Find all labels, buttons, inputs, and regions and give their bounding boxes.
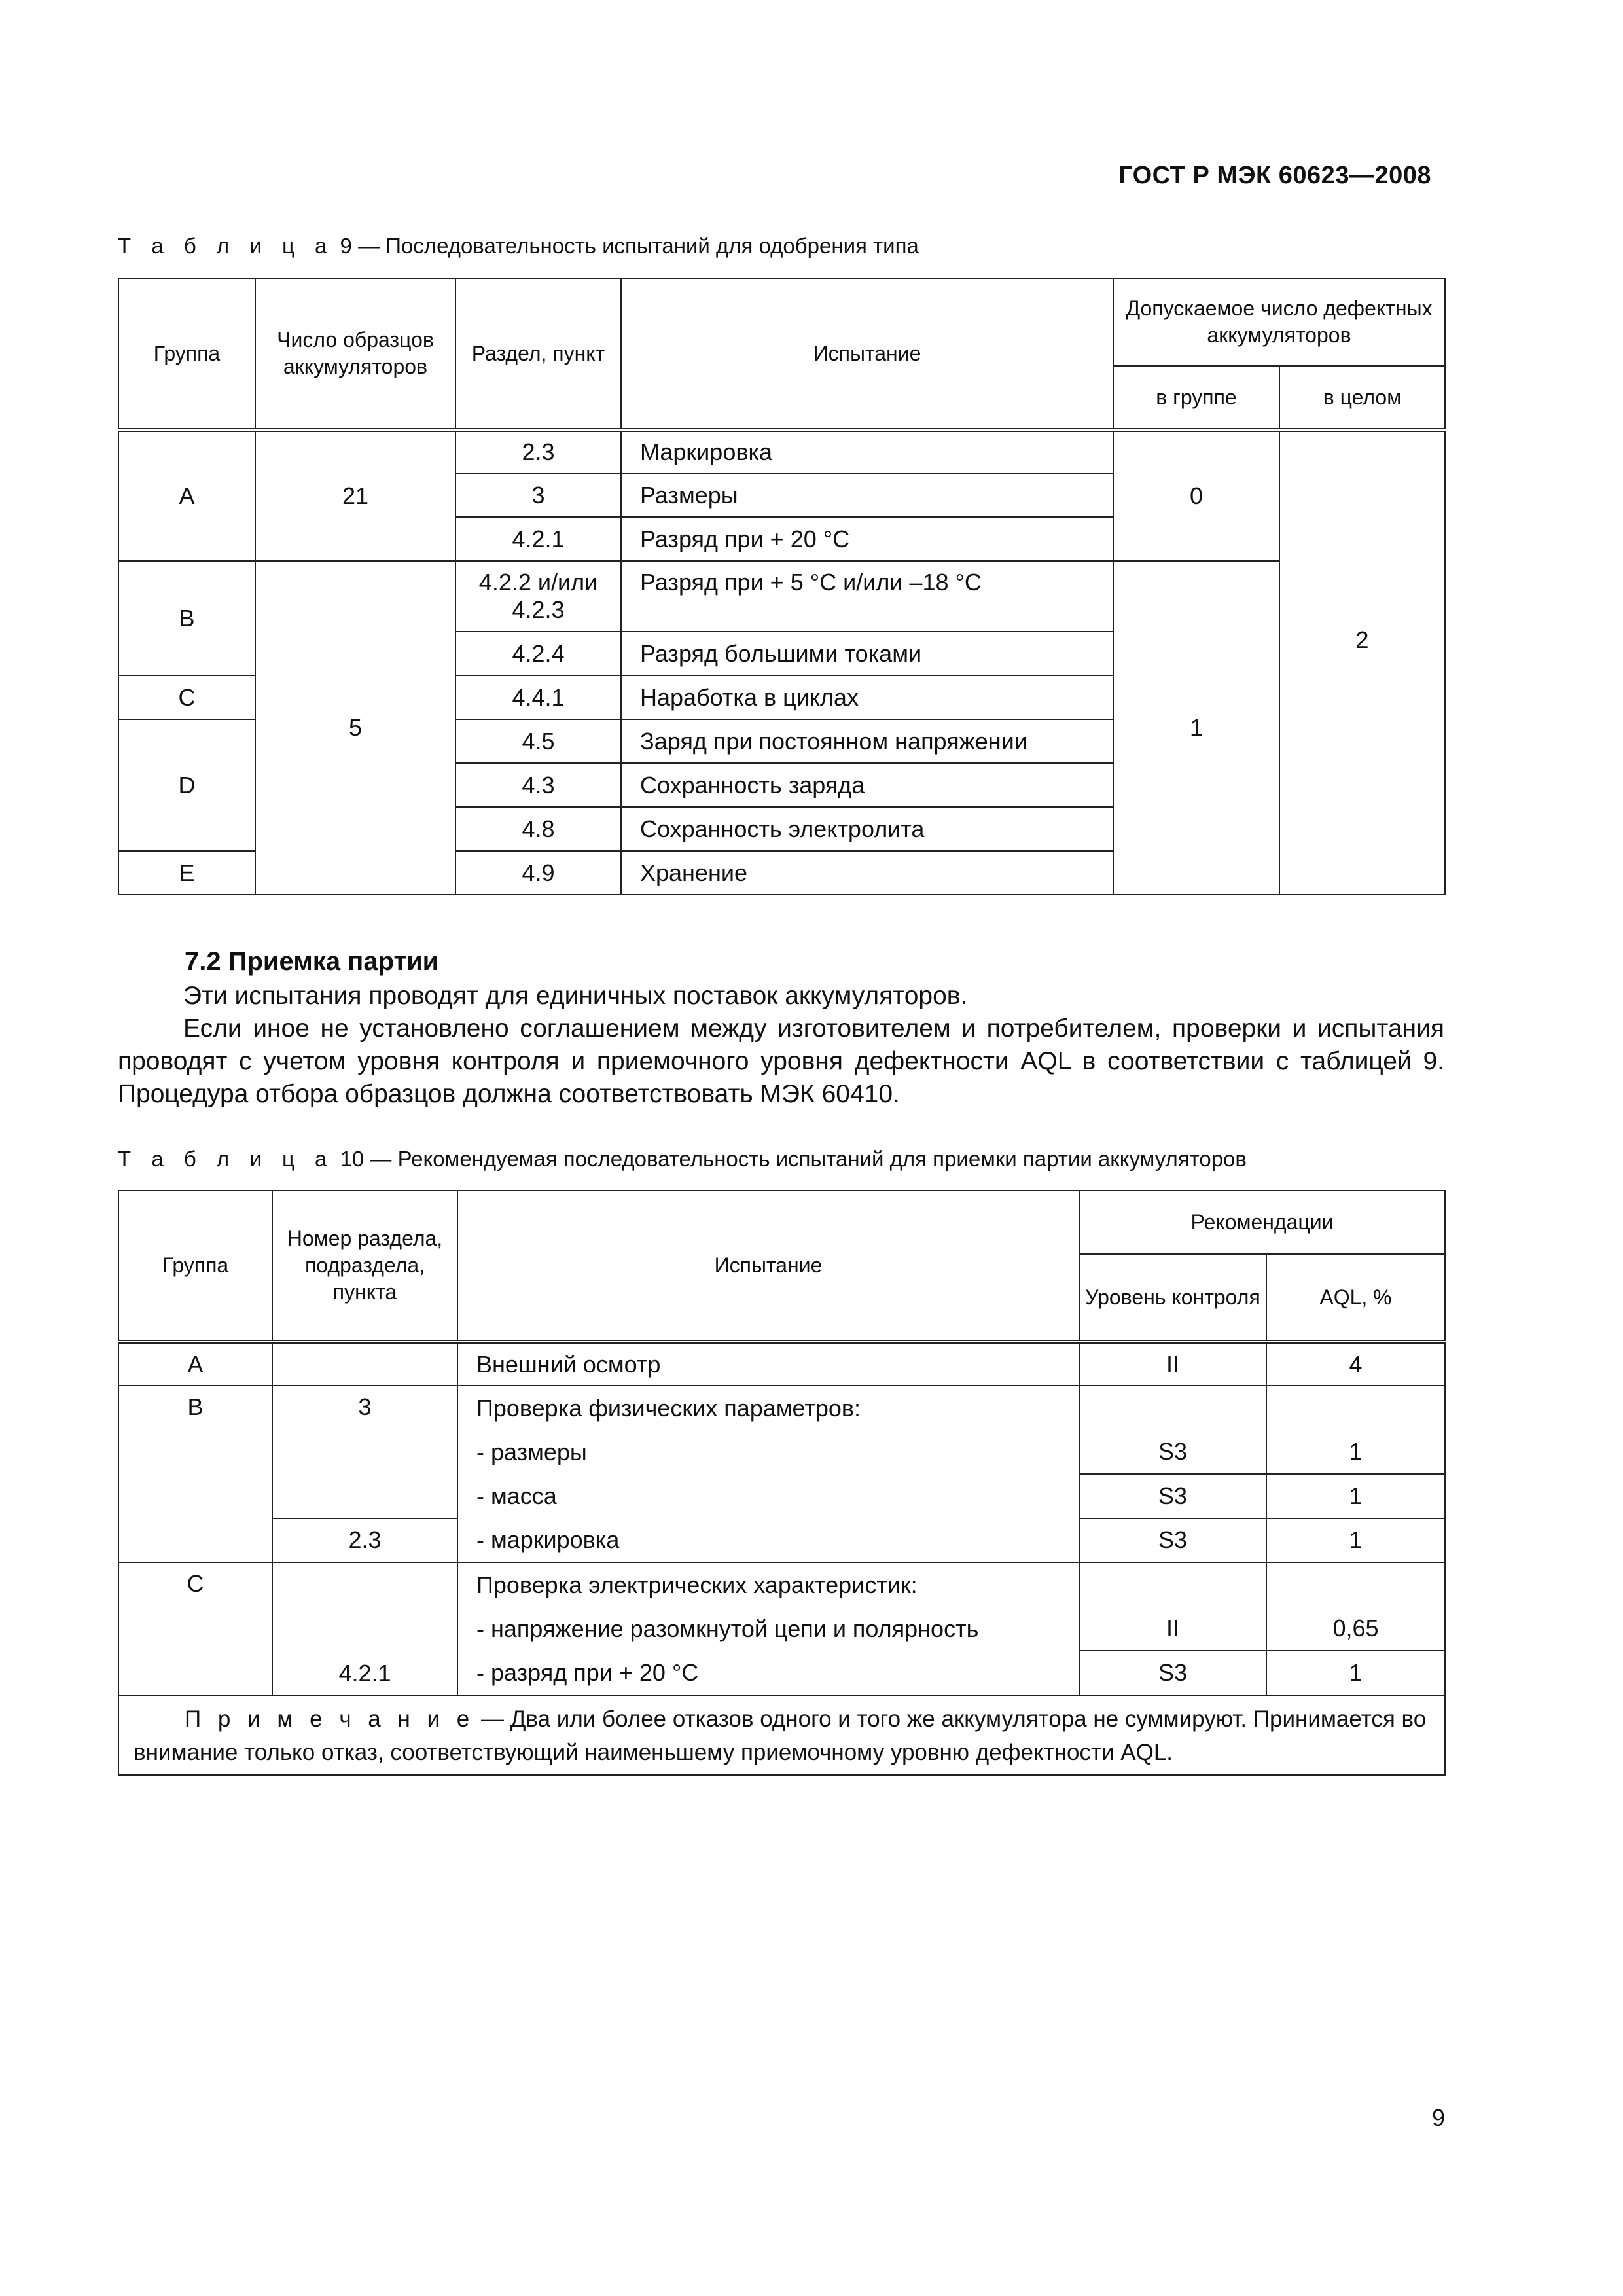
t9-header-section: Раздел, пункт xyxy=(455,278,621,430)
t10-level: S3 xyxy=(1079,1474,1266,1518)
t10-level: II xyxy=(1079,1607,1266,1651)
t9-test: Хранение xyxy=(621,851,1113,895)
t9-samples-a: 21 xyxy=(255,430,455,561)
t9-header-samples: Число образцов аккумуляторов xyxy=(255,278,455,430)
t10-section xyxy=(272,1342,457,1386)
t10-test: Проверка электрических характеристик: xyxy=(476,1571,918,1598)
t10-test: - напряжение разомкнутой цепи и полярность xyxy=(476,1615,979,1642)
t9-section: 2.3 xyxy=(455,430,621,473)
t10-group: C xyxy=(118,1562,272,1695)
t10-note-label: П р и м е ч а н и е xyxy=(185,1706,475,1732)
t10-group: A xyxy=(118,1342,272,1386)
t9-test: Маркировка xyxy=(621,430,1113,473)
t9-samples-bcde: 5 xyxy=(255,561,455,895)
t9-section: 3 xyxy=(455,473,621,517)
t9-header-test: Испытание xyxy=(621,278,1113,430)
t10-level: S3 xyxy=(1079,1651,1266,1695)
t10-section: 3 xyxy=(272,1386,457,1518)
t10-test: Проверка физических параметров: xyxy=(476,1395,861,1422)
table9-caption-label: Т а б л и ц а xyxy=(118,234,334,258)
t9-section: 4.5 xyxy=(455,719,621,763)
t10-aql: 4 xyxy=(1266,1342,1445,1386)
t10-aql xyxy=(1266,1562,1445,1607)
section-heading: 7.2 Приемка партии xyxy=(185,947,439,976)
t10-aql: 1 xyxy=(1266,1430,1445,1475)
t9-test: Разряд большими токами xyxy=(621,632,1113,675)
t10-header-group: Группа xyxy=(118,1191,272,1342)
t10-test: - маркировка xyxy=(476,1526,620,1553)
t9-section: 4.3 xyxy=(455,763,621,807)
t10-aql: 1 xyxy=(1266,1518,1445,1563)
t10-test-block-b xyxy=(457,1386,1079,1562)
t9-test: Размеры xyxy=(621,473,1113,517)
t9-section: 4.2.4 xyxy=(455,632,621,675)
t9-test: Разряд при + 20 °С xyxy=(621,517,1113,561)
t10-section: 4.2.1 xyxy=(272,1562,457,1695)
t9-test: Сохранность электролита xyxy=(621,807,1113,851)
t10-aql xyxy=(1266,1386,1445,1430)
t10-level xyxy=(1079,1386,1266,1430)
t10-header-test: Испытание xyxy=(457,1191,1079,1342)
t10-test-block-c xyxy=(457,1562,1079,1695)
t9-section: 4.9 xyxy=(455,851,621,895)
t10-section: 2.3 xyxy=(272,1518,457,1563)
t10-level: II xyxy=(1079,1342,1266,1386)
t10-header-aql: AQL, % xyxy=(1266,1254,1445,1342)
t10-test: - разряд при + 20 °С xyxy=(476,1659,699,1686)
t9-test: Сохранность заряда xyxy=(621,763,1113,807)
t9-group-b: B xyxy=(118,561,255,675)
t10-level: S3 xyxy=(1079,1430,1266,1475)
table9-caption-text: 9 — Последовательность испытаний для одобрения типа xyxy=(340,234,919,258)
t10-aql: 1 xyxy=(1266,1474,1445,1518)
document-header: ГОСТ Р МЭК 60623—2008 xyxy=(1118,162,1431,189)
t10-test: - размеры xyxy=(476,1439,587,1465)
t10-test: - масса xyxy=(476,1482,557,1509)
table10-caption-text: 10 — Рекомендуемая последовательность испытаний для приемки партии аккумуляторов xyxy=(340,1147,1247,1171)
t9-group-e: E xyxy=(118,851,255,895)
t10-group: B xyxy=(118,1386,272,1562)
t9-header-total: в целом xyxy=(1279,366,1445,430)
t9-section: 4.4.1 xyxy=(455,675,621,719)
section-paragraph-2: Если иное не установлено соглашением между изготовителем и потребителем, проверки и испытания проводят с учетом уровня контроля и приемочного уровня дефектности AQL в соответствии с таблицей 9. Процедура отбора образцов должна соответствовать МЭК 60410. xyxy=(118,1014,1444,1108)
t10-aql: 1 xyxy=(1266,1651,1445,1695)
t9-test: Заряд при постоянном напряжении xyxy=(621,719,1113,763)
t10-note-text: — Два или более отказов одного и того же аккумулятора не суммируют. Принимается во внимание только отказ, соответствующий наименьшему приемочному уровню дефектности AQL. xyxy=(134,1706,1427,1765)
t9-section: 4.8 xyxy=(455,807,621,851)
t9-group-d: D xyxy=(118,719,255,851)
table9 xyxy=(118,278,1446,895)
t9-section: 4.2.1 xyxy=(455,517,621,561)
t9-group-c: C xyxy=(118,675,255,719)
t9-group-a: A xyxy=(118,430,255,561)
table9-caption xyxy=(118,234,919,259)
t10-header-level: Уровень контроля xyxy=(1079,1254,1266,1342)
t9-defects-total: 2 xyxy=(1279,430,1445,895)
section-paragraph-1: Эти испытания проводят для единичных поставок аккумуляторов. xyxy=(183,982,968,1010)
t10-header-recommendations: Рекомендации xyxy=(1079,1191,1445,1254)
t9-test: Разряд при + 5 °С и/или –18 °С xyxy=(621,561,1113,632)
table10 xyxy=(118,1190,1446,1776)
t9-header-group: Группа xyxy=(118,278,255,430)
t10-header-section: Номер раздела, подраздела, пункта xyxy=(272,1191,457,1342)
t9-header-in-group: в группе xyxy=(1113,366,1279,430)
t9-defects-in-group-rest: 1 xyxy=(1113,561,1279,895)
table10-caption-label: Т а б л и ц а xyxy=(118,1147,334,1171)
t9-test: Наработка в циклах xyxy=(621,675,1113,719)
table10-caption xyxy=(118,1147,1247,1172)
t10-test: Внешний осмотр xyxy=(457,1342,1079,1386)
t9-section: 4.2.2 и/или 4.2.3 xyxy=(455,561,621,632)
t9-header-defects: Допускаемое число дефектных аккумуляторов xyxy=(1113,278,1445,366)
t10-level xyxy=(1079,1562,1266,1607)
t10-note xyxy=(118,1695,1445,1775)
t10-level: S3 xyxy=(1079,1518,1266,1563)
t9-defects-in-group-a: 0 xyxy=(1113,430,1279,561)
t10-aql: 0,65 xyxy=(1266,1607,1445,1651)
page-number: 9 xyxy=(1431,2104,1445,2131)
